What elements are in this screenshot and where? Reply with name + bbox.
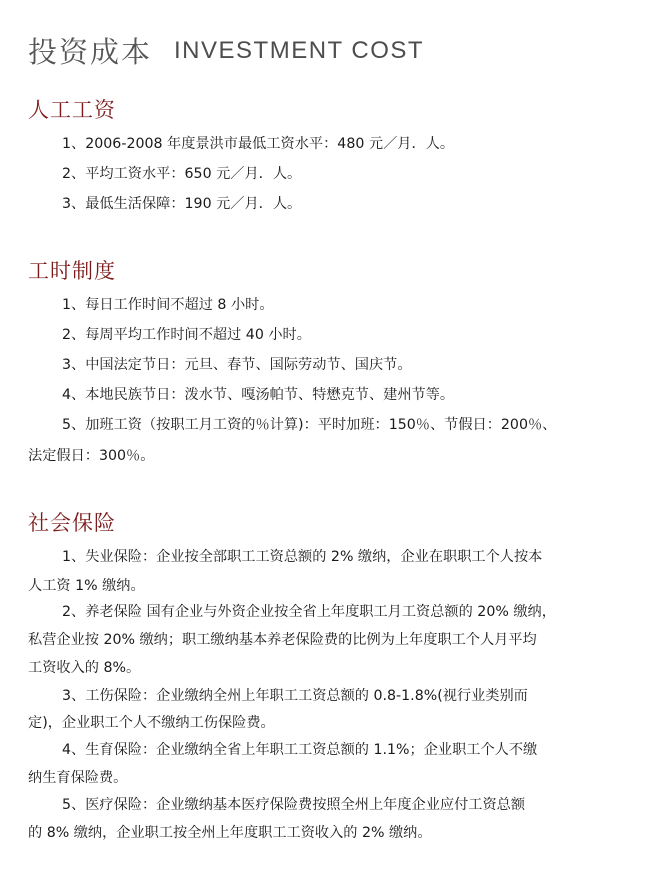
insurance-line-2: 2、养老保险 国有企业与外资企业按全省上年度职工月工资总额的 20% 缴纳， bbox=[62, 604, 556, 620]
hours-line-2: 2、每周平均工作时间不超过 40 小时。 bbox=[62, 327, 311, 343]
insurance-line-1: 1、失业保险：企业按全部职工工资总额的 2% 缴纳，企业在职职工个人按本 bbox=[62, 549, 543, 565]
insurance-line-2-cont-1: 私营企业按 20% 缴纳；职工缴纳基本养老保险费的比例为上年度职工个人月平均 bbox=[28, 632, 537, 648]
hours-line-4: 4、本地民族节日：泼水节、嘎汤帕节、特懋克节、建州节等。 bbox=[62, 387, 455, 403]
section-title-working-hours: 工时制度 bbox=[28, 259, 116, 283]
insurance-line-4: 4、生育保险：企业缴纳全省上年职工工资总额的 1.1%；企业职工个人不缴 bbox=[62, 742, 538, 758]
insurance-line-5: 5、医疗保险：企业缴纳基本医疗保险费按照全州上年度企业应付工资总额 bbox=[62, 797, 526, 813]
insurance-line-5-cont: 的 8% 缴纳，企业职工按全州上年度职工工资收入的 2% 缴纳。 bbox=[28, 825, 432, 841]
section-title-social-insurance: 社会保险 bbox=[28, 511, 116, 535]
insurance-line-3-cont: 定)，企业职工个人不缴纳工伤保险费。 bbox=[28, 715, 275, 731]
insurance-line-3: 3、工伤保险：企业缴纳全州上年职工工资总额的 0.8-1.8%(视行业类别而 bbox=[62, 688, 528, 704]
page-title-en: INVESTMENT COST bbox=[174, 36, 425, 64]
hours-line-3: 3、中国法定节日：元旦、春节、国际劳动节、国庆节。 bbox=[62, 357, 412, 373]
page-title-cn: 投资成本 bbox=[28, 35, 153, 69]
wages-line-1: 1、2006-2008 年度景洪市最低工资水平：480 元／月．人。 bbox=[62, 136, 455, 152]
wages-line-3: 3、最低生活保障：190 元／月．人。 bbox=[62, 196, 302, 212]
section-title-wages: 人工工资 bbox=[28, 98, 116, 122]
insurance-line-2-cont-2: 工资收入的 8%。 bbox=[28, 660, 141, 676]
wages-line-2: 2、平均工资水平：650 元／月．人。 bbox=[62, 166, 302, 182]
hours-line-1: 1、每日工作时间不超过 8 小时。 bbox=[62, 297, 274, 313]
page-header bbox=[28, 30, 424, 71]
hours-line-5: 5、加班工资（按职工月工资的％计算)：平时加班：150％、节假日：200％、 bbox=[62, 417, 557, 433]
insurance-line-1-cont: 人工资 1% 缴纳。 bbox=[28, 578, 145, 594]
insurance-line-4-cont: 纳生育保险费。 bbox=[28, 770, 128, 786]
hours-line-5-cont: 法定假日：300％。 bbox=[28, 448, 155, 464]
